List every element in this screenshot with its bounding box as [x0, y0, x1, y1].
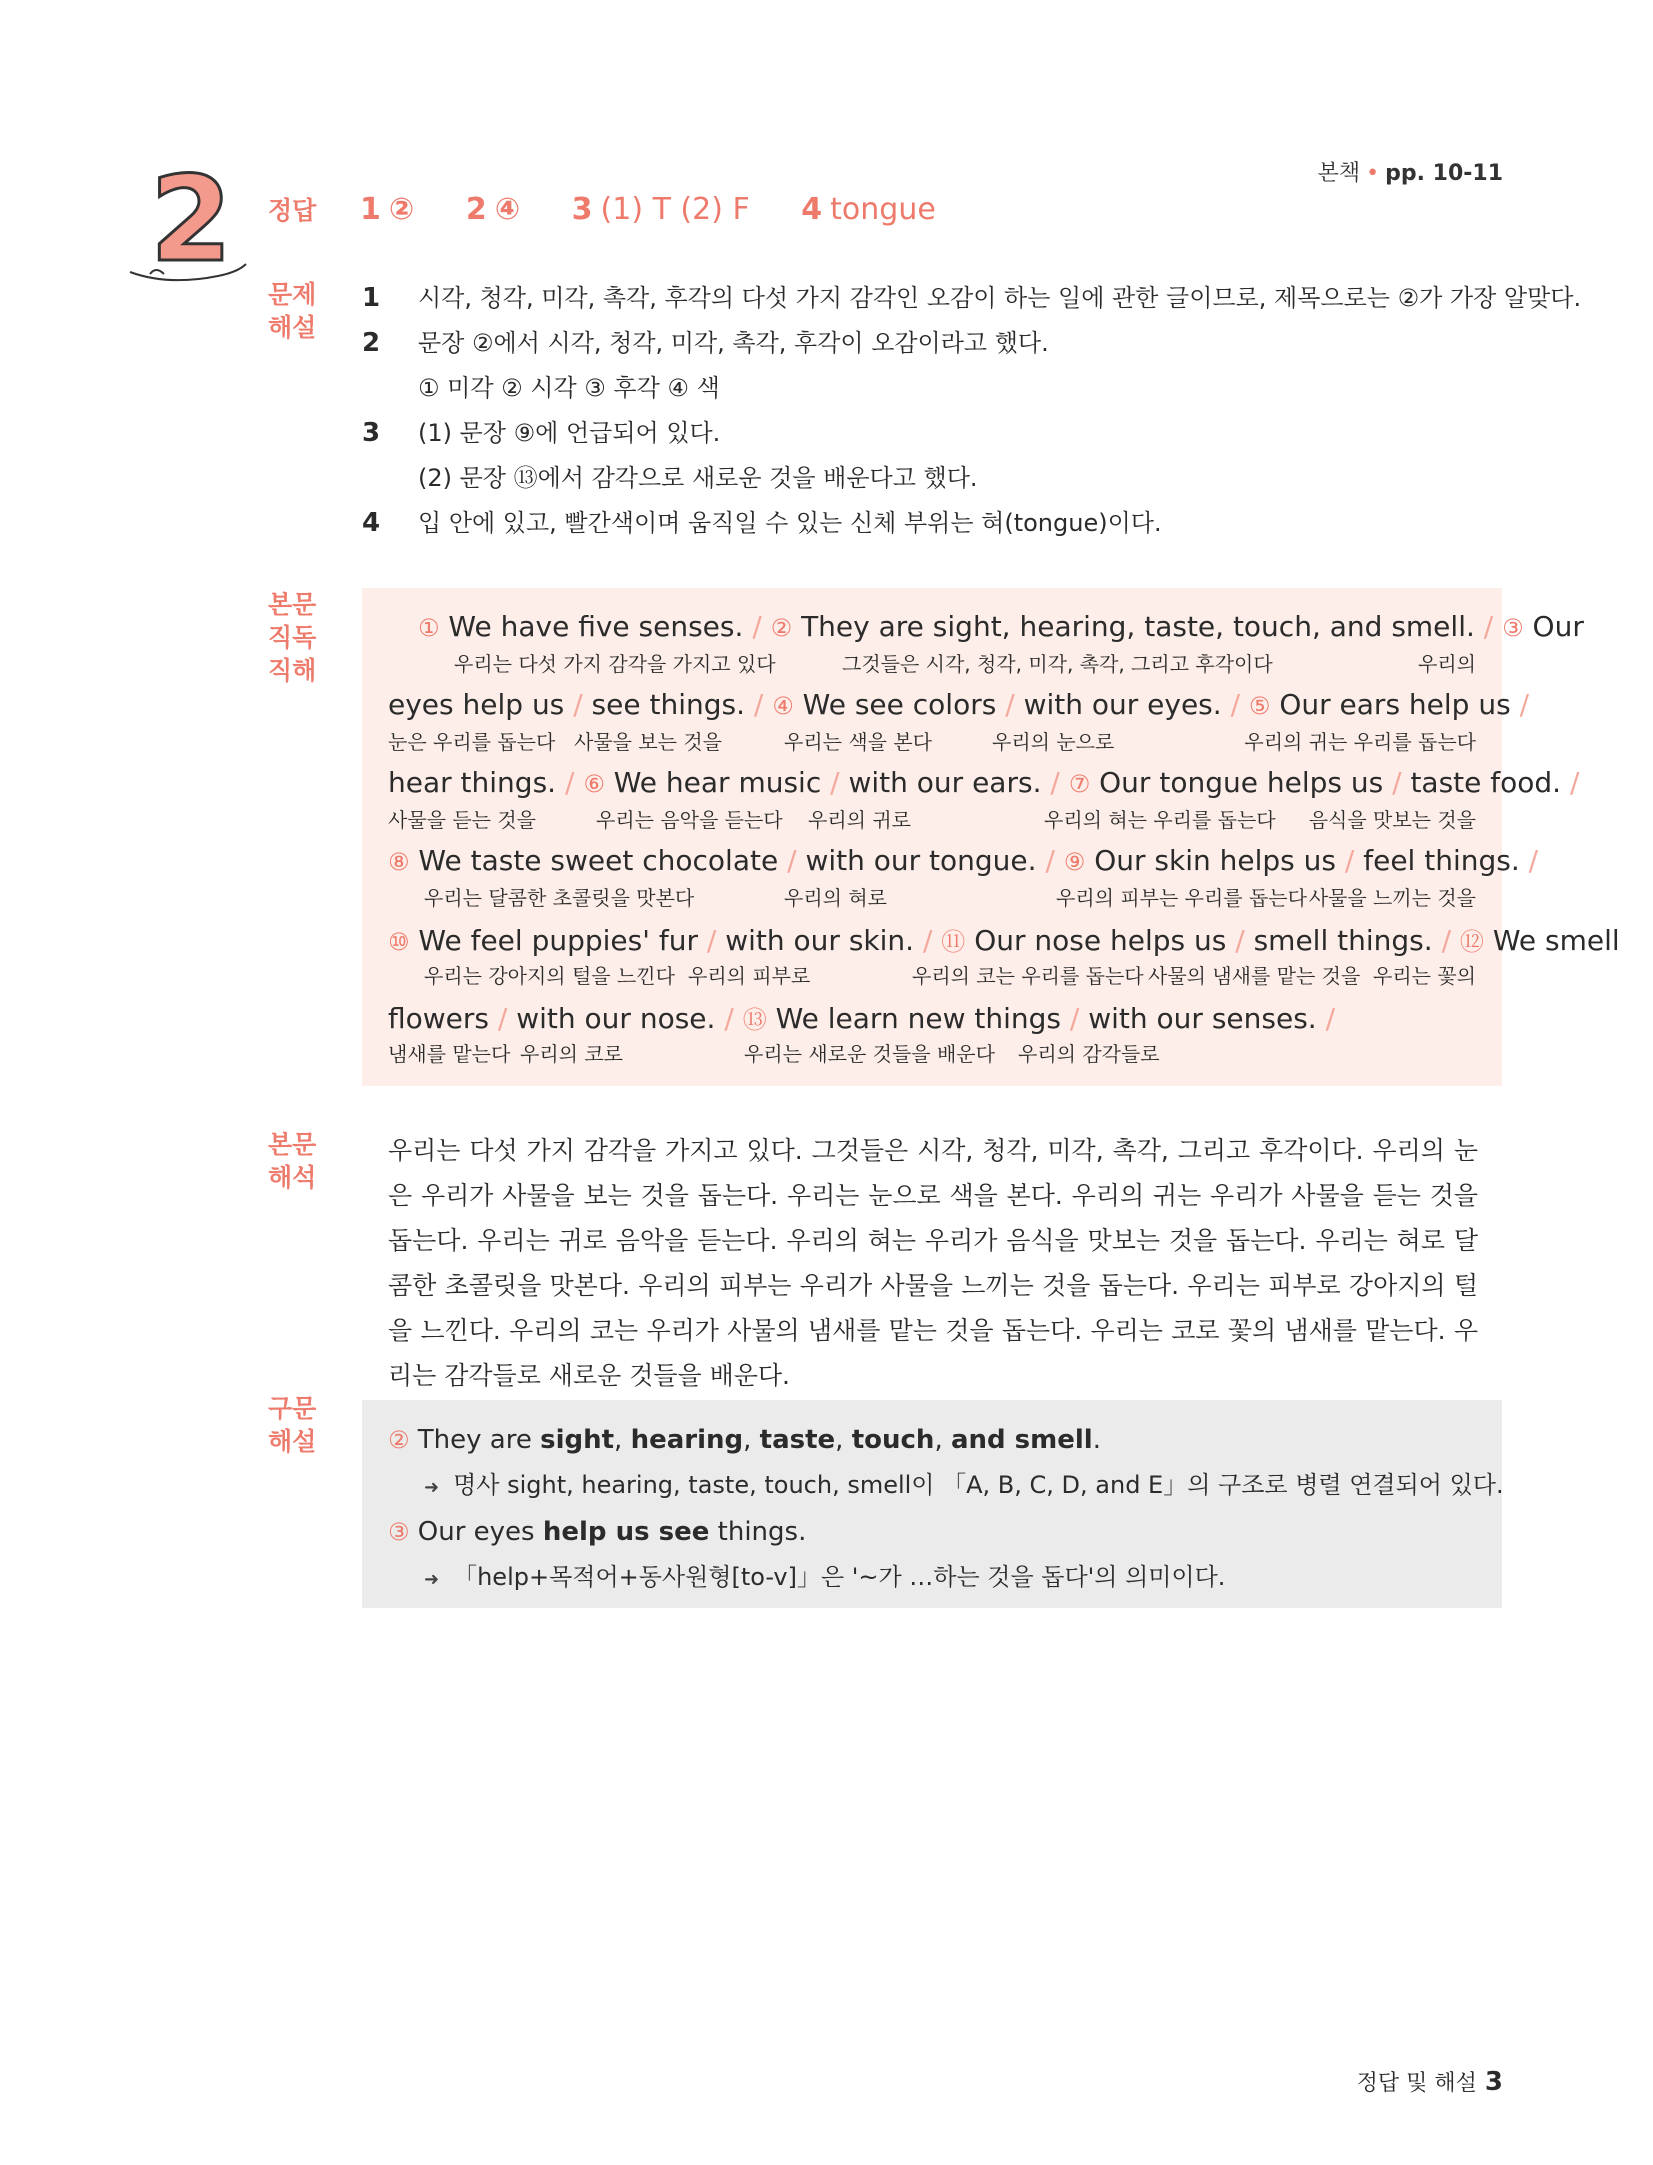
footer-label: 정답 및 해설	[1356, 2071, 1477, 2096]
problem-row: 3 (1) 문장 ⑨에 언급되어 있다.	[362, 418, 721, 448]
arrow-icon: ➜	[424, 1569, 440, 1590]
problem-explanations	[362, 280, 1582, 550]
problem-label: 문제 해설	[268, 280, 317, 342]
reading-line: flowers / with our nose. / ⑬ We learn new things / with our senses. / 냄새를 맡는다 우리의 코로 우리는 새로운 것들을 배운다 우리의 감각들로	[388, 1002, 1336, 1066]
reading-label: 본문 직독 직해	[268, 590, 317, 685]
problem-row: 4 입 안에 있고, 빨간색이며 움직일 수 있는 신체 부위는 혀(tongue)이다.	[362, 508, 1162, 538]
answer-row	[360, 192, 978, 227]
answer-label: 정답	[268, 196, 317, 225]
translation-paragraph: 우리는 다섯 가지 감각을 가지고 있다. 그것들은 시각, 청각, 미각, 촉각, 그리고 후각이다. 우리의 눈은 우리가 사물을 보는 것을 돕는다. 우리는 눈으로 색을 본다. 우리의 귀는 우리가 사물을 듣는 것을 돕는다. 우리는 귀로 음악을 듣는다. 우리의 혀는 우리가 음식을 맛보는 것을 돕는다. 우리는 혀로 달콤한 초콜릿을 맛본다. 우리의 피부는 우리가 사물을 느끼는 것을 돕는다. 우리는 피부로 강아지의 털을 느낀다. 우리의 코는 우리가 사물의 냄새를 맡는 것을 돕는다. 우리는 코로 꽃의 냄새를 맡는다. 우리는 감각들로 새로운 것들을 배운다.	[388, 1136, 1478, 1390]
grammar-note: ➜ 명사 sight, hearing, taste, touch, smell이 「A, B, C, D, and E」의 구조로 병렬 연결되어 있다.	[424, 1471, 1504, 1499]
grammar-sentence: ③ Our eyes help us see things.	[388, 1517, 807, 1547]
problem-row: (2) 문장 ⑬에서 감각으로 새로운 것을 배운다고 했다.	[418, 464, 978, 492]
grammar-note: ➜ 「help+목적어+동사원형[to-v]」은 '~가 …하는 것을 돕다'의 의미이다.	[424, 1563, 1226, 1591]
swoosh-decoration	[128, 260, 248, 290]
page-footer	[1357, 2066, 1503, 2097]
page-reference	[1318, 156, 1503, 187]
translation-label: 본문 해석	[268, 1130, 317, 1192]
grammar-sentence: ② They are sight, hearing, taste, touch, and smell.	[388, 1425, 1101, 1455]
reading-line: ⑧ We taste sweet chocolate / with our tongue. / ⑨ Our skin helps us / feel things. / 우리는 달콤한 초콜릿을 맛본다 우리의 혀로 우리의 피부는 우리를 돕는다 사물을 느끼는 것을	[388, 844, 1539, 910]
reading-line: ⑩ We feel puppies' fur / with our skin. / ⑪ Our nose helps us / smell things. / ⑫ We smell 우리는 강아지의 털을 느낀다 우리의 피부로 우리의 코는 우리를 돕는다 사물의 냄새를 맡는 것을 우리는 꽃의	[388, 924, 1620, 988]
answer-item: 2 ④	[465, 192, 521, 227]
arrow-icon: ➜	[424, 1477, 440, 1498]
reading-line: ① We have five senses. / ② They are sight, hearing, taste, touch, and smell. / ③ Our 우리는 다섯 가지 감각을 가지고 있다 그것들은 시각, 청각, 미각, 촉각, 그리고 후각이다 우리의	[418, 610, 1584, 676]
dot-separator: •	[1366, 161, 1380, 186]
page-range: pp. 10-11	[1385, 161, 1503, 186]
problem-row: 2 문장 ②에서 시각, 청각, 미각, 촉각, 후각이 오감이라고 했다.	[362, 328, 1049, 358]
unit-number: 2	[150, 150, 233, 288]
page-number: 3	[1484, 2067, 1503, 2097]
reading-line: eyes help us / see things. / ④ We see colors / with our eyes. / ⑤ Our ears help us / 눈은 우리를 돕는다 사물을 보는 것을 우리는 색을 본다 우리의 눈으로 우리의 귀는 우리를 돕는다	[388, 688, 1530, 754]
book-label: 본책	[1317, 161, 1361, 186]
grammar-label: 구문 해설	[268, 1394, 317, 1456]
problem-row: ① 미각 ② 시각 ③ 후각 ④ 색	[418, 374, 720, 402]
reading-line: hear things. / ⑥ We hear music / with our ears. / ⑦ Our tongue helps us / taste food. / 사물을 듣는 것을 우리는 음악을 듣는다 우리의 귀로 우리의 혀는 우리를 돕는다 음식을 맛보는 것을	[388, 766, 1580, 832]
grammar-box	[362, 1400, 1502, 1608]
answer-item: 3 (1) T (2) F	[571, 192, 750, 227]
answer-item: 4 tongue	[801, 192, 936, 227]
reading-box	[362, 588, 1620, 1086]
answer-item: 1 ②	[360, 192, 415, 227]
unit-number-badge	[150, 150, 260, 290]
problem-row: 1 시각, 청각, 미각, 촉각, 후각의 다섯 가지 감각인 오감이 하는 일에 관한 글이므로, 제목으로는 ②가 가장 알맞다.	[362, 283, 1582, 313]
